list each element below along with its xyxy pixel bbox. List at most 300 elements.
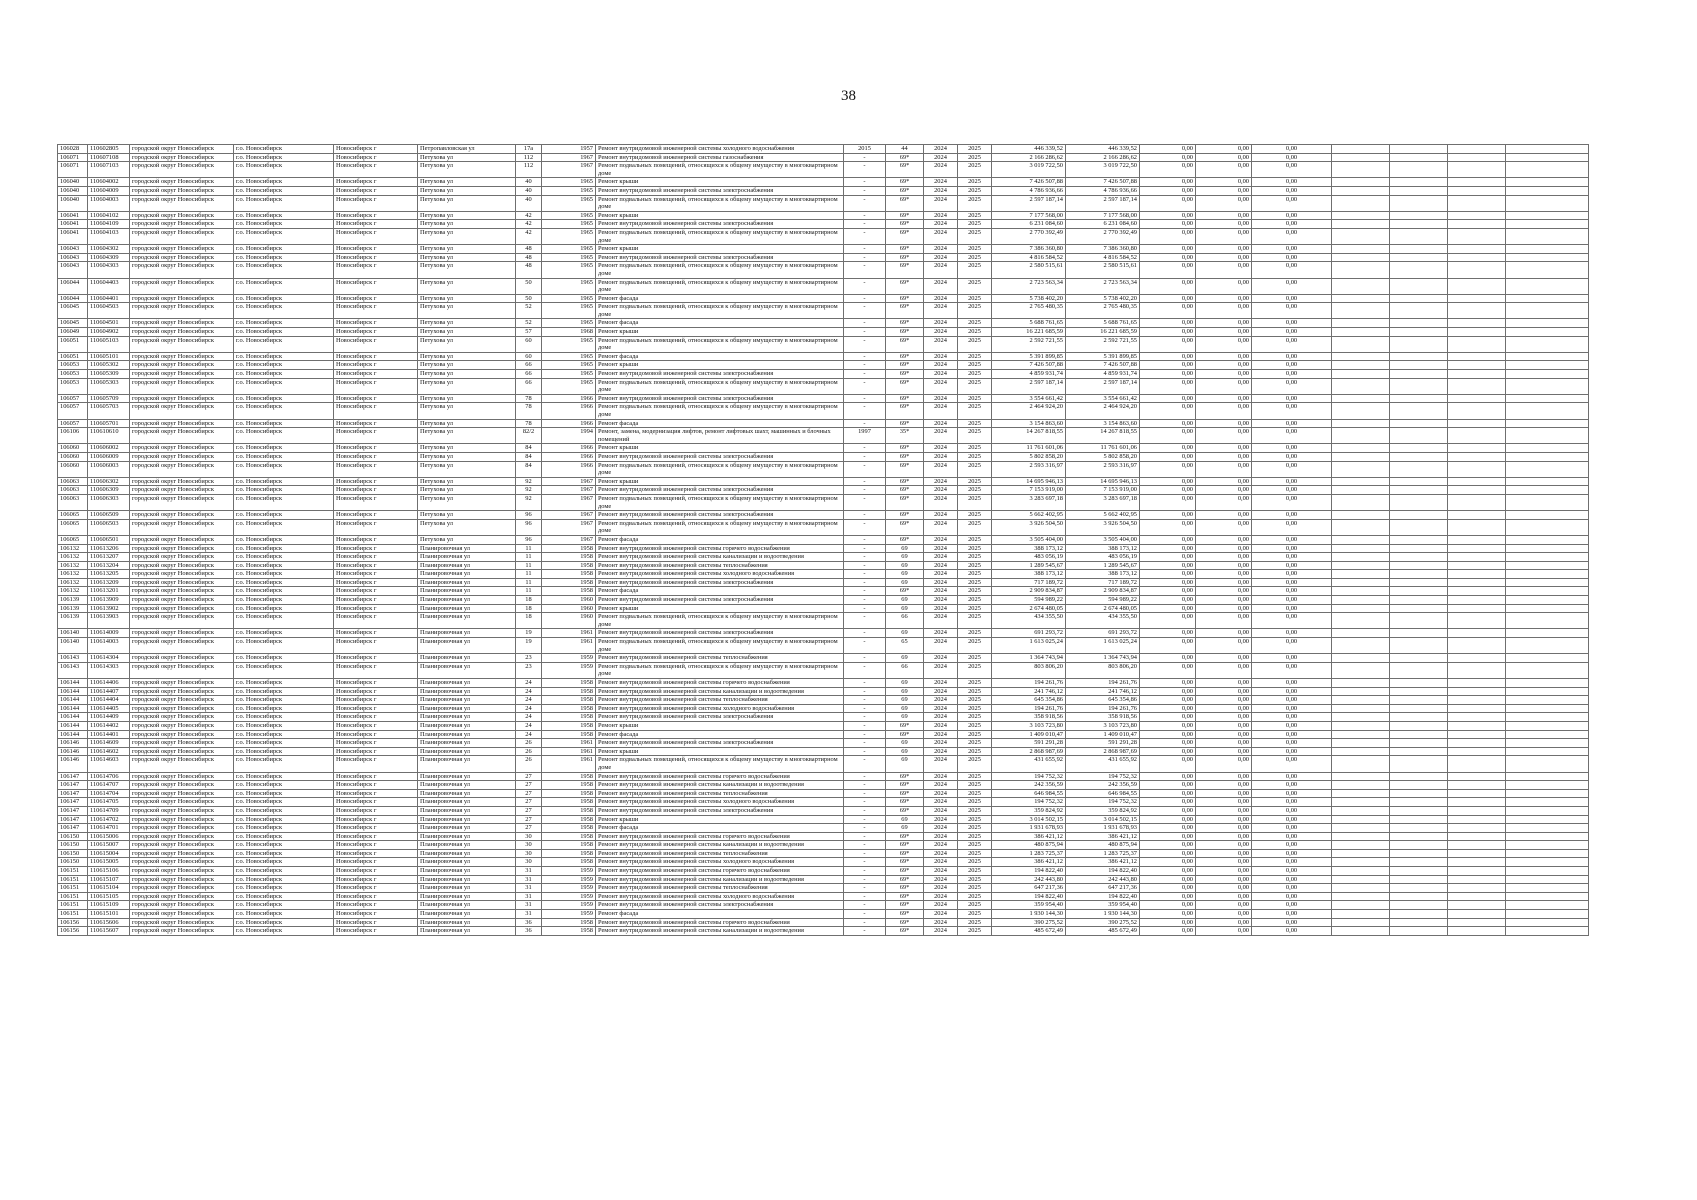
table-cell: 106041: [58, 220, 88, 229]
table-cell: г.о. Новосибирск: [234, 162, 334, 178]
table-cell: г.о. Новосибирск: [234, 815, 334, 824]
table-cell: городской округ Новосибирск: [130, 858, 234, 867]
table-cell: 66: [516, 370, 542, 379]
table-cell: 0,00: [1140, 730, 1196, 739]
table-cell: Новосибирск г: [334, 553, 418, 562]
table-cell: 2025: [958, 535, 992, 544]
table-cell: Новосибирск г: [334, 444, 418, 453]
table-cell: 0,00: [1196, 587, 1252, 596]
table-cell: 0,00: [1196, 824, 1252, 833]
table-cell: Планировочная ул: [418, 756, 516, 772]
table-cell: Ремонт внутридомовой инженерной системы электроснабжения: [596, 578, 844, 587]
table-row: [58, 918, 1589, 927]
table-cell: 2024: [924, 294, 958, 303]
table-cell: 110613909: [88, 596, 130, 605]
table-cell: 0,00: [1140, 486, 1196, 495]
table-cell: 2024: [924, 544, 958, 553]
table-cell: 0,00: [1196, 704, 1252, 713]
table-cell: 0,00: [1140, 875, 1196, 884]
table-cell: 194 261,76: [1066, 679, 1140, 688]
table-cell: 0,00: [1252, 927, 1332, 936]
table-cell: Планировочная ул: [418, 587, 516, 596]
table-cell: 1959: [542, 662, 596, 678]
table-cell: Новосибирск г: [334, 370, 418, 379]
table-cell: 0,00: [1252, 638, 1332, 654]
empty-cell: [1448, 262, 1506, 278]
table-cell: Новосибирск г: [334, 403, 418, 419]
table-cell: 0,00: [1252, 370, 1332, 379]
empty-cell: [1390, 186, 1448, 195]
table-cell: 0,00: [1140, 178, 1196, 187]
empty-cell: [1506, 832, 1589, 841]
empty-cell: [1332, 824, 1390, 833]
table-row: [58, 875, 1589, 884]
table-cell: Петухова ул: [418, 511, 516, 520]
empty-cell: [1390, 604, 1448, 613]
table-cell: 0,00: [1140, 849, 1196, 858]
table-cell: г.о. Новосибирск: [234, 428, 334, 444]
table-cell: 2024: [924, 486, 958, 495]
table-cell: 1958: [542, 824, 596, 833]
table-cell: 0,00: [1252, 303, 1332, 319]
table-cell: 2025: [958, 901, 992, 910]
table-cell: 19: [516, 638, 542, 654]
table-cell: 0,00: [1252, 613, 1332, 629]
table-cell: 645 354,86: [1066, 696, 1140, 705]
table-cell: 2025: [958, 511, 992, 520]
table-cell: 0,00: [1252, 604, 1332, 613]
table-cell: 106146: [58, 756, 88, 772]
table-cell: 60: [516, 336, 542, 352]
table-cell: 0,00: [1140, 824, 1196, 833]
table-cell: 19: [516, 629, 542, 638]
table-cell: 110615104: [88, 884, 130, 893]
table-cell: 2025: [958, 419, 992, 428]
empty-cell: [1448, 613, 1506, 629]
table-cell: 110615607: [88, 927, 130, 936]
table-cell: Ремонт внутридомовой инженерной системы горячего водоснабжения: [596, 772, 844, 781]
table-cell: 0,00: [1252, 629, 1332, 638]
table-cell: Петухова ул: [418, 535, 516, 544]
table-cell: 5 662 402,95: [992, 511, 1066, 520]
table-row: [58, 328, 1589, 337]
table-cell: -: [844, 461, 886, 477]
empty-cell: [1506, 477, 1589, 486]
empty-cell: [1332, 486, 1390, 495]
empty-cell: [1390, 679, 1448, 688]
table-cell: г.о. Новосибирск: [234, 419, 334, 428]
table-cell: -: [844, 419, 886, 428]
table-cell: 110615109: [88, 901, 130, 910]
table-cell: 1 289 545,67: [992, 561, 1066, 570]
table-cell: городской округ Новосибирск: [130, 303, 234, 319]
table-cell: Планировочная ул: [418, 596, 516, 605]
table-cell: 2025: [958, 262, 992, 278]
table-cell: 0,00: [1252, 789, 1332, 798]
table-cell: 69*: [886, 721, 924, 730]
table-cell: 0,00: [1140, 867, 1196, 876]
empty-cell: [1448, 587, 1506, 596]
table-cell: 2 770 392,49: [1066, 228, 1140, 244]
table-cell: г.о. Новосибирск: [234, 494, 334, 510]
table-cell: 69*: [886, 153, 924, 162]
table-cell: 5 688 761,65: [1066, 319, 1140, 328]
table-cell: 110614602: [88, 747, 130, 756]
table-row: [58, 721, 1589, 730]
table-cell: 0,00: [1140, 328, 1196, 337]
table-cell: -: [844, 535, 886, 544]
table-cell: Новосибирск г: [334, 544, 418, 553]
table-cell: Ремонт фасада: [596, 535, 844, 544]
table-cell: 0,00: [1252, 319, 1332, 328]
table-row: [58, 629, 1589, 638]
table-cell: 0,00: [1196, 781, 1252, 790]
table-cell: 0,00: [1140, 858, 1196, 867]
table-cell: 431 655,92: [1066, 756, 1140, 772]
table-cell: 24: [516, 679, 542, 688]
table-cell: 27: [516, 781, 542, 790]
table-cell: Новосибирск г: [334, 477, 418, 486]
empty-cell: [1448, 361, 1506, 370]
table-cell: 106057: [58, 419, 88, 428]
table-cell: 0,00: [1252, 721, 1332, 730]
table-cell: Петухова ул: [418, 370, 516, 379]
table-row: [58, 772, 1589, 781]
table-cell: Петухова ул: [418, 494, 516, 510]
table-cell: Петухова ул: [418, 262, 516, 278]
table-cell: 69*: [886, 806, 924, 815]
table-cell: -: [844, 704, 886, 713]
table-cell: 0,00: [1140, 587, 1196, 596]
empty-cell: [1506, 228, 1589, 244]
table-cell: 241 746,12: [1066, 687, 1140, 696]
table-cell: 0,00: [1196, 578, 1252, 587]
table-cell: 1960: [542, 604, 596, 613]
table-cell: г.о. Новосибирск: [234, 613, 334, 629]
table-cell: 1966: [542, 394, 596, 403]
table-cell: 2025: [958, 687, 992, 696]
table-cell: 0,00: [1140, 901, 1196, 910]
table-cell: 1958: [542, 561, 596, 570]
table-cell: -: [844, 361, 886, 370]
empty-cell: [1390, 570, 1448, 579]
empty-cell: [1448, 747, 1506, 756]
table-cell: г.о. Новосибирск: [234, 721, 334, 730]
table-cell: 2 674 480,05: [992, 604, 1066, 613]
table-cell: 2 597 187,14: [992, 378, 1066, 394]
empty-cell: [1332, 578, 1390, 587]
table-cell: 1965: [542, 303, 596, 319]
table-cell: 106132: [58, 544, 88, 553]
table-cell: 2024: [924, 638, 958, 654]
empty-cell: [1332, 403, 1390, 419]
empty-cell: [1390, 772, 1448, 781]
table-cell: 11 761 601,06: [992, 444, 1066, 453]
table-cell: 18: [516, 596, 542, 605]
empty-cell: [1448, 544, 1506, 553]
table-cell: 0,00: [1140, 186, 1196, 195]
table-cell: 359 824,92: [1066, 806, 1140, 815]
table-cell: 106071: [58, 153, 88, 162]
table-cell: 4 786 936,66: [1066, 186, 1140, 195]
empty-cell: [1390, 477, 1448, 486]
table-cell: Новосибирск г: [334, 806, 418, 815]
empty-cell: [1390, 901, 1448, 910]
empty-cell: [1506, 544, 1589, 553]
empty-cell: [1448, 328, 1506, 337]
table-cell: 691 293,72: [992, 629, 1066, 638]
table-cell: 69*: [886, 918, 924, 927]
table-row: [58, 662, 1589, 678]
table-cell: 31: [516, 884, 542, 893]
table-cell: Планировочная ул: [418, 654, 516, 663]
table-cell: Ремонт крыши: [596, 604, 844, 613]
empty-cell: [1506, 535, 1589, 544]
table-cell: 106040: [58, 178, 88, 187]
table-row: [58, 178, 1589, 187]
table-cell: 0,00: [1196, 303, 1252, 319]
table-cell: 0,00: [1252, 798, 1332, 807]
table-cell: 194 822,40: [992, 867, 1066, 876]
table-cell: 69*: [886, 511, 924, 520]
table-cell: Ремонт крыши: [596, 245, 844, 254]
table-cell: 106139: [58, 596, 88, 605]
table-cell: 194 261,76: [992, 704, 1066, 713]
table-cell: 106044: [58, 294, 88, 303]
table-cell: 0,00: [1140, 927, 1196, 936]
table-cell: 0,00: [1140, 419, 1196, 428]
table-cell: 110614705: [88, 798, 130, 807]
table-cell: Ремонт внутридомовой инженерной системы электроснабжения: [596, 486, 844, 495]
table-cell: 2025: [958, 892, 992, 901]
table-cell: 2024: [924, 772, 958, 781]
table-cell: 2024: [924, 178, 958, 187]
table-cell: 0,00: [1196, 875, 1252, 884]
table-cell: 26: [516, 739, 542, 748]
table-cell: Ремонт крыши: [596, 747, 844, 756]
table-cell: 647 217,36: [1066, 884, 1140, 893]
table-cell: 69*: [886, 444, 924, 453]
empty-cell: [1448, 486, 1506, 495]
empty-cell: [1506, 578, 1589, 587]
table-cell: 106147: [58, 781, 88, 790]
table-cell: 0,00: [1196, 570, 1252, 579]
table-cell: 110613204: [88, 561, 130, 570]
empty-cell: [1506, 901, 1589, 910]
empty-cell: [1332, 262, 1390, 278]
table-row: [58, 927, 1589, 936]
table-cell: 1958: [542, 849, 596, 858]
table-cell: Ремонт внутридомовой инженерной системы электроснабжения: [596, 253, 844, 262]
table-cell: 69: [886, 604, 924, 613]
table-cell: 0,00: [1196, 535, 1252, 544]
table-cell: 2024: [924, 781, 958, 790]
table-cell: -: [844, 901, 886, 910]
table-cell: Петухова ул: [418, 278, 516, 294]
table-cell: Ремонт внутридомовой инженерной системы горячего водоснабжения: [596, 544, 844, 553]
table-cell: 0,00: [1252, 145, 1332, 154]
table-cell: 1965: [542, 319, 596, 328]
table-cell: 0,00: [1140, 228, 1196, 244]
table-cell: 106151: [58, 884, 88, 893]
table-cell: 0,00: [1196, 419, 1252, 428]
table-cell: 2025: [958, 378, 992, 394]
table-cell: Петухова ул: [418, 486, 516, 495]
table-cell: 1958: [542, 781, 596, 790]
table-cell: -: [844, 578, 886, 587]
table-cell: -: [844, 679, 886, 688]
table-cell: 0,00: [1140, 918, 1196, 927]
table-cell: 112: [516, 162, 542, 178]
table-cell: Ремонт фасада: [596, 824, 844, 833]
table-cell: 69: [886, 561, 924, 570]
table-cell: 0,00: [1252, 294, 1332, 303]
table-cell: Ремонт подвальных помещений, относящихся к общему имуществу в многоквартирном доме: [596, 195, 844, 211]
table-cell: городской округ Новосибирск: [130, 756, 234, 772]
empty-cell: [1448, 704, 1506, 713]
table-cell: 0,00: [1196, 561, 1252, 570]
table-cell: 2025: [958, 253, 992, 262]
table-cell: Новосибирск г: [334, 278, 418, 294]
table-cell: Ремонт внутридомовой инженерной системы электроснабжения: [596, 186, 844, 195]
table-cell: г.о. Новосибирск: [234, 747, 334, 756]
table-cell: Новосибирск г: [334, 519, 418, 535]
table-cell: Планировочная ул: [418, 544, 516, 553]
table-cell: Новосибирск г: [334, 578, 418, 587]
empty-cell: [1506, 604, 1589, 613]
table-cell: 480 875,94: [992, 841, 1066, 850]
table-cell: Петухова ул: [418, 477, 516, 486]
table-cell: городской округ Новосибирск: [130, 253, 234, 262]
table-cell: 110605703: [88, 403, 130, 419]
table-row: [58, 587, 1589, 596]
table-cell: 2025: [958, 875, 992, 884]
table-cell: 2025: [958, 561, 992, 570]
table-cell: -: [844, 604, 886, 613]
table-cell: 110604303: [88, 262, 130, 278]
table-cell: городской округ Новосибирск: [130, 419, 234, 428]
empty-cell: [1390, 662, 1448, 678]
table-cell: 2024: [924, 561, 958, 570]
table-cell: Ремонт внутридомовой инженерной системы канализации и водоотведения: [596, 687, 844, 696]
table-cell: городской округ Новосибирск: [130, 361, 234, 370]
table-cell: 69*: [886, 927, 924, 936]
table-cell: г.о. Новосибирск: [234, 361, 334, 370]
empty-cell: [1390, 687, 1448, 696]
table-cell: городской округ Новосибирск: [130, 704, 234, 713]
table-cell: 69: [886, 756, 924, 772]
table-cell: -: [844, 553, 886, 562]
table-cell: 388 173,12: [1066, 544, 1140, 553]
empty-cell: [1448, 756, 1506, 772]
table-cell: 2025: [958, 781, 992, 790]
table-cell: 24: [516, 687, 542, 696]
empty-cell: [1332, 858, 1390, 867]
table-cell: городской округ Новосибирск: [130, 587, 234, 596]
empty-cell: [1506, 721, 1589, 730]
table-cell: г.о. Новосибирск: [234, 875, 334, 884]
table-cell: Новосибирск г: [334, 253, 418, 262]
table-cell: г.о. Новосибирск: [234, 638, 334, 654]
table-cell: 0,00: [1140, 452, 1196, 461]
table-cell: Ремонт внутридомовой инженерной системы электроснабжения: [596, 596, 844, 605]
table-cell: 2025: [958, 721, 992, 730]
empty-cell: [1390, 696, 1448, 705]
table-cell: 27: [516, 772, 542, 781]
table-cell: 2 580 515,61: [992, 262, 1066, 278]
empty-cell: [1506, 892, 1589, 901]
table-cell: 110604102: [88, 211, 130, 220]
table-cell: 69: [886, 578, 924, 587]
table-cell: 106051: [58, 336, 88, 352]
table-cell: 2024: [924, 713, 958, 722]
table-cell: 0,00: [1252, 918, 1332, 927]
table-cell: 390 275,52: [1066, 918, 1140, 927]
table-cell: 483 056,19: [1066, 553, 1140, 562]
empty-cell: [1390, 361, 1448, 370]
table-cell: -: [844, 477, 886, 486]
table-cell: 0,00: [1196, 638, 1252, 654]
table-cell: городской округ Новосибирск: [130, 721, 234, 730]
table-cell: 2024: [924, 832, 958, 841]
table-cell: 0,00: [1140, 553, 1196, 562]
table-cell: 2024: [924, 901, 958, 910]
table-cell: 2024: [924, 153, 958, 162]
table-cell: 69*: [886, 875, 924, 884]
table-cell: 2024: [924, 328, 958, 337]
empty-cell: [1332, 162, 1390, 178]
table-row: [58, 428, 1589, 444]
table-cell: 35*: [886, 428, 924, 444]
table-cell: городской округ Новосибирск: [130, 336, 234, 352]
table-cell: 0,00: [1252, 245, 1332, 254]
table-cell: 106043: [58, 262, 88, 278]
table-cell: 0,00: [1196, 654, 1252, 663]
table-cell: 2 593 316,97: [1066, 461, 1140, 477]
table-cell: 2025: [958, 319, 992, 328]
table-cell: 1959: [542, 654, 596, 663]
table-cell: 0,00: [1140, 262, 1196, 278]
table-cell: 69*: [886, 841, 924, 850]
table-cell: 0,00: [1140, 544, 1196, 553]
table-cell: 14 267 818,55: [1066, 428, 1140, 444]
empty-cell: [1448, 867, 1506, 876]
table-cell: 1 409 010,47: [1066, 730, 1140, 739]
table-cell: 0,00: [1196, 452, 1252, 461]
table-cell: 106147: [58, 806, 88, 815]
table-cell: Ремонт внутридомовой инженерной системы канализации и водоотведения: [596, 553, 844, 562]
table-row: [58, 162, 1589, 178]
table-cell: г.о. Новосибирск: [234, 596, 334, 605]
table-cell: 2025: [958, 278, 992, 294]
table-cell: 3 103 723,80: [992, 721, 1066, 730]
table-cell: 0,00: [1196, 841, 1252, 850]
table-cell: 92: [516, 494, 542, 510]
table-cell: г.о. Новосибирск: [234, 262, 334, 278]
table-cell: 2024: [924, 604, 958, 613]
empty-cell: [1332, 781, 1390, 790]
table-cell: 2025: [958, 145, 992, 154]
table-cell: 0,00: [1252, 875, 1332, 884]
empty-cell: [1506, 739, 1589, 748]
table-cell: Новосибирск г: [334, 841, 418, 850]
table-cell: 106063: [58, 477, 88, 486]
empty-cell: [1390, 370, 1448, 379]
table-cell: -: [844, 687, 886, 696]
empty-cell: [1390, 444, 1448, 453]
table-cell: 194 822,40: [1066, 867, 1140, 876]
empty-cell: [1332, 806, 1390, 815]
